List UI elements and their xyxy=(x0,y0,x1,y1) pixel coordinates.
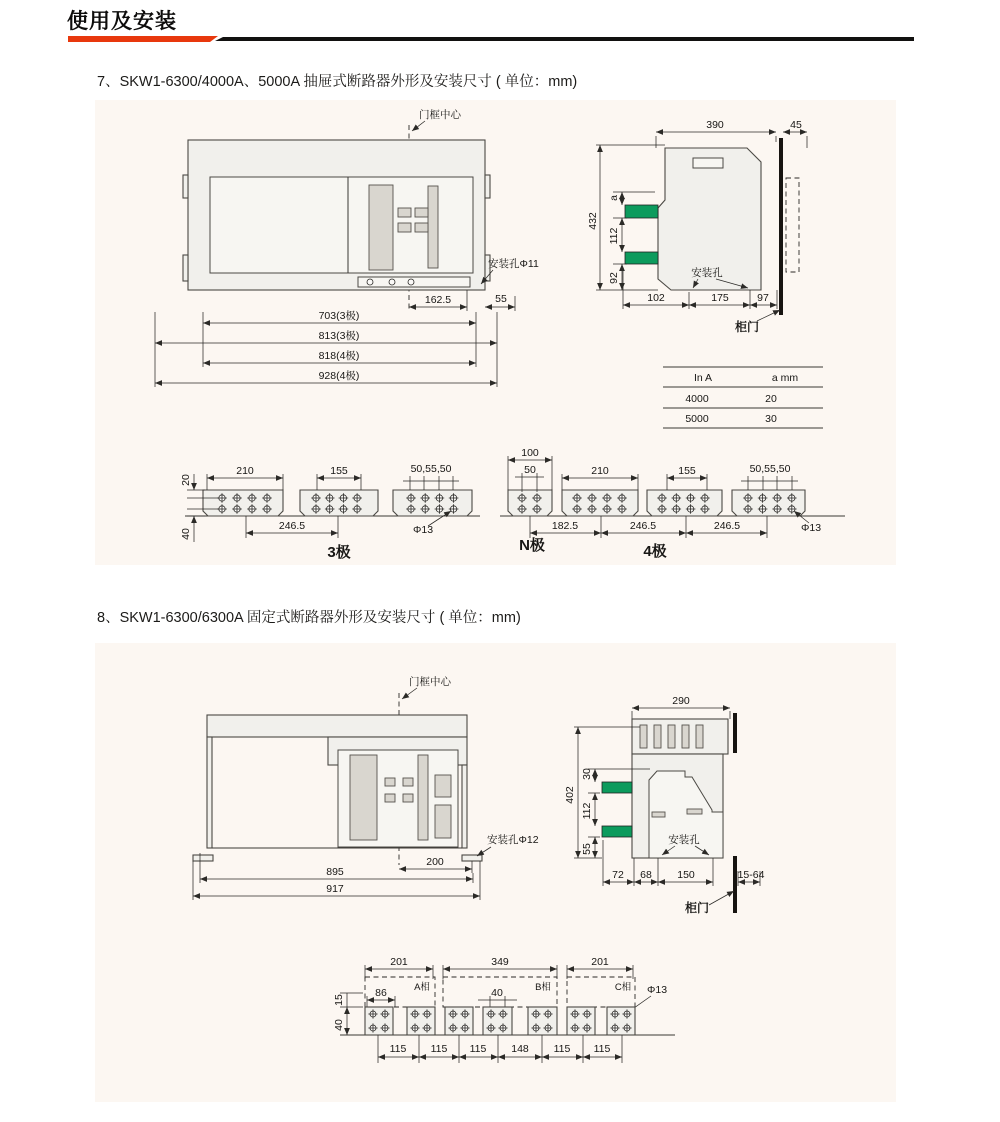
phase-b-label: B相 xyxy=(535,982,551,993)
cabinet-door-bar xyxy=(733,713,737,753)
top-band xyxy=(207,715,467,737)
svg-text:115: 115 xyxy=(553,1043,571,1055)
svg-text:86: 86 xyxy=(375,987,387,999)
handle-slot xyxy=(428,186,438,268)
terminal-block xyxy=(528,1007,557,1035)
phase-a-label: A相 xyxy=(414,982,430,993)
svg-text:115: 115 xyxy=(430,1043,448,1055)
dim-50-55-50 xyxy=(403,463,459,490)
svg-text:432: 432 xyxy=(587,212,599,230)
terminal-block xyxy=(567,1007,595,1035)
mount-hole-label: 安装孔 xyxy=(691,267,723,279)
mount-hole-label: 安装孔 xyxy=(668,834,700,846)
section7-drawing xyxy=(95,100,896,565)
trip-unit-display xyxy=(369,185,393,270)
hole-dia-label: Φ13 xyxy=(647,984,668,996)
dim-200 xyxy=(399,856,472,873)
dim-155 xyxy=(667,465,707,490)
svg-text:112: 112 xyxy=(608,227,620,245)
button-square xyxy=(385,778,395,786)
side-handle xyxy=(693,158,723,168)
svg-text:201: 201 xyxy=(390,956,408,968)
drawout-side-view xyxy=(587,119,807,334)
svg-text:148: 148 xyxy=(511,1043,529,1055)
indicator xyxy=(435,775,451,797)
svg-text:50: 50 xyxy=(524,464,536,476)
dim-bottom-row xyxy=(530,516,767,538)
caption-3pole: 3极 xyxy=(327,544,351,561)
section8-figure-panel xyxy=(95,643,896,1102)
terminal-block xyxy=(365,1007,393,1035)
svg-text:210: 210 xyxy=(591,465,609,477)
cabinet-door-bar xyxy=(779,138,783,315)
dim-290 xyxy=(632,695,730,719)
busbar-terminal xyxy=(625,205,658,218)
vent-slot xyxy=(682,725,689,748)
fixed-side-view xyxy=(564,695,765,915)
svg-text:917: 917 xyxy=(326,883,344,895)
svg-text:162.5: 162.5 xyxy=(424,294,452,306)
section8-drawing xyxy=(95,643,896,1102)
svg-text:50,55,50: 50,55,50 xyxy=(410,463,452,475)
busbar-fixed xyxy=(333,956,675,1063)
svg-text:200: 200 xyxy=(426,856,444,868)
section7-title: 7、SKW1-6300/4000A、5000A 抽屉式断路器外形及安装尺寸 ( 单位：mm) xyxy=(97,74,578,90)
door-label: 柜门 xyxy=(684,901,710,915)
svg-text:40: 40 xyxy=(180,528,192,540)
section8-title: 8、SKW1-6300/6300A 固定式断路器外形及安装尺寸 ( 单位：mm) xyxy=(97,610,521,626)
svg-text:40: 40 xyxy=(491,987,503,999)
table-cell: 5000 xyxy=(685,413,709,425)
svg-text:112: 112 xyxy=(581,802,593,820)
red-rule xyxy=(68,36,218,42)
table-cell: 20 xyxy=(765,393,777,405)
terminal-block xyxy=(407,1007,435,1035)
button-square xyxy=(403,794,413,802)
door-label: 柜门 xyxy=(734,320,760,334)
caption-4pole: 4极 xyxy=(643,543,667,560)
svg-text:115: 115 xyxy=(469,1043,487,1055)
vent-slot xyxy=(640,725,647,748)
dim-162-5 xyxy=(409,290,467,311)
table-header-in: In A xyxy=(693,372,713,384)
busbar-3pole xyxy=(180,463,480,561)
svg-text:290: 290 xyxy=(672,695,690,707)
vent-slot xyxy=(654,725,661,748)
svg-text:150: 150 xyxy=(677,869,695,881)
button-square xyxy=(403,778,413,786)
fixed-front-view xyxy=(193,675,539,900)
dim-201-349-201 xyxy=(365,956,633,979)
button-square xyxy=(415,208,428,217)
svg-text:72: 72 xyxy=(612,869,624,881)
svg-text:15-64: 15-64 xyxy=(737,869,765,881)
svg-text:155: 155 xyxy=(330,465,348,477)
terminal-block xyxy=(607,1007,635,1035)
button-square xyxy=(398,208,411,217)
caption-npole: N极 xyxy=(519,537,545,554)
svg-text:55: 55 xyxy=(495,293,507,305)
dim-15-40-left xyxy=(333,993,363,1035)
svg-text:246.5: 246.5 xyxy=(278,520,306,532)
door-center-label: 门框中心 xyxy=(409,676,451,688)
mount-hole-label: 安装孔Φ11 xyxy=(488,258,539,270)
table-cell: 4000 xyxy=(685,393,709,405)
black-rule xyxy=(215,37,914,41)
dim-55 xyxy=(485,293,515,311)
button-square xyxy=(398,223,411,232)
svg-text:20: 20 xyxy=(180,474,192,486)
vent-slot xyxy=(696,725,703,748)
svg-text:175: 175 xyxy=(711,292,729,304)
indicator xyxy=(435,805,451,838)
svg-text:703(3极): 703(3极) xyxy=(318,310,360,322)
terminal-block xyxy=(483,1007,512,1035)
svg-text:30: 30 xyxy=(581,768,593,780)
svg-text:246.5: 246.5 xyxy=(713,520,741,532)
hole-dia-label: Φ13 xyxy=(413,524,434,536)
phase-c-label: C相 xyxy=(614,982,632,993)
svg-text:210: 210 xyxy=(236,465,254,477)
dim-246-5 xyxy=(246,516,338,538)
terminal-block xyxy=(445,1007,473,1035)
svg-text:155: 155 xyxy=(678,465,696,477)
dim-210 xyxy=(207,465,283,490)
page-title: 使用及安装 xyxy=(67,10,177,33)
handle-slot xyxy=(418,755,428,840)
svg-text:102: 102 xyxy=(647,292,665,304)
svg-text:895: 895 xyxy=(326,866,344,878)
side-ear xyxy=(183,175,188,198)
dim-bottom-row xyxy=(378,1035,622,1063)
svg-text:45: 45 xyxy=(790,119,802,131)
vent-slot xyxy=(668,725,675,748)
svg-text:50,55,50: 50,55,50 xyxy=(749,463,791,475)
trip-unit-display xyxy=(350,755,377,840)
svg-text:813(3极): 813(3极) xyxy=(318,330,360,342)
svg-text:402: 402 xyxy=(564,786,576,804)
svg-text:15: 15 xyxy=(333,994,345,1006)
busbar-terminal xyxy=(602,826,632,837)
svg-text:97: 97 xyxy=(757,292,769,304)
drawout-front-view xyxy=(155,108,539,387)
busbar-terminal xyxy=(625,252,658,264)
dim-50 xyxy=(515,464,544,492)
svg-text:818(4极): 818(4极) xyxy=(318,350,360,362)
svg-text:349: 349 xyxy=(491,956,509,968)
slot xyxy=(652,812,665,817)
svg-text:928(4极): 928(4极) xyxy=(318,370,360,382)
table-cell: 30 xyxy=(765,413,777,425)
right-leg xyxy=(462,765,467,848)
busbar-terminal xyxy=(602,782,632,793)
mount-hole-label: 安装孔Φ12 xyxy=(487,834,539,846)
svg-text:115: 115 xyxy=(389,1043,407,1055)
svg-text:115: 115 xyxy=(593,1043,611,1055)
slot xyxy=(687,809,702,814)
svg-text:a: a xyxy=(608,195,620,201)
hole-dia-label: Φ13 xyxy=(801,522,822,534)
table-header-a: a mm xyxy=(771,372,799,384)
dim-210 xyxy=(562,465,638,490)
door-center-label: 门框中心 xyxy=(419,109,461,121)
mount-foot xyxy=(193,855,213,861)
section7-figure-panel xyxy=(95,100,896,565)
dim-40 xyxy=(478,987,517,1009)
side-ear xyxy=(485,175,490,198)
dim-390 xyxy=(656,119,776,148)
dim-86 xyxy=(367,987,395,1007)
dim-45 xyxy=(783,119,807,148)
svg-text:68: 68 xyxy=(640,869,652,881)
svg-text:40: 40 xyxy=(333,1019,345,1031)
dim-703 xyxy=(203,309,476,327)
dim-155 xyxy=(317,465,361,490)
dim-50-55-50 xyxy=(741,463,798,490)
svg-text:100: 100 xyxy=(521,447,539,459)
busbar-4pole xyxy=(500,447,845,560)
svg-text:246.5: 246.5 xyxy=(629,520,657,532)
button-square xyxy=(385,794,395,802)
left-leg xyxy=(207,737,212,848)
side-ear xyxy=(183,255,188,281)
svg-text:182.5: 182.5 xyxy=(551,520,579,532)
svg-text:92: 92 xyxy=(608,272,620,284)
svg-text:390: 390 xyxy=(706,119,724,131)
svg-text:201: 201 xyxy=(591,956,609,968)
cabinet-door-bar xyxy=(733,856,737,913)
svg-text:55: 55 xyxy=(581,843,593,855)
rated-current-table xyxy=(663,367,823,428)
door-cutout-dashed xyxy=(786,178,799,272)
button-square xyxy=(415,223,428,232)
mount-foot xyxy=(462,855,482,861)
